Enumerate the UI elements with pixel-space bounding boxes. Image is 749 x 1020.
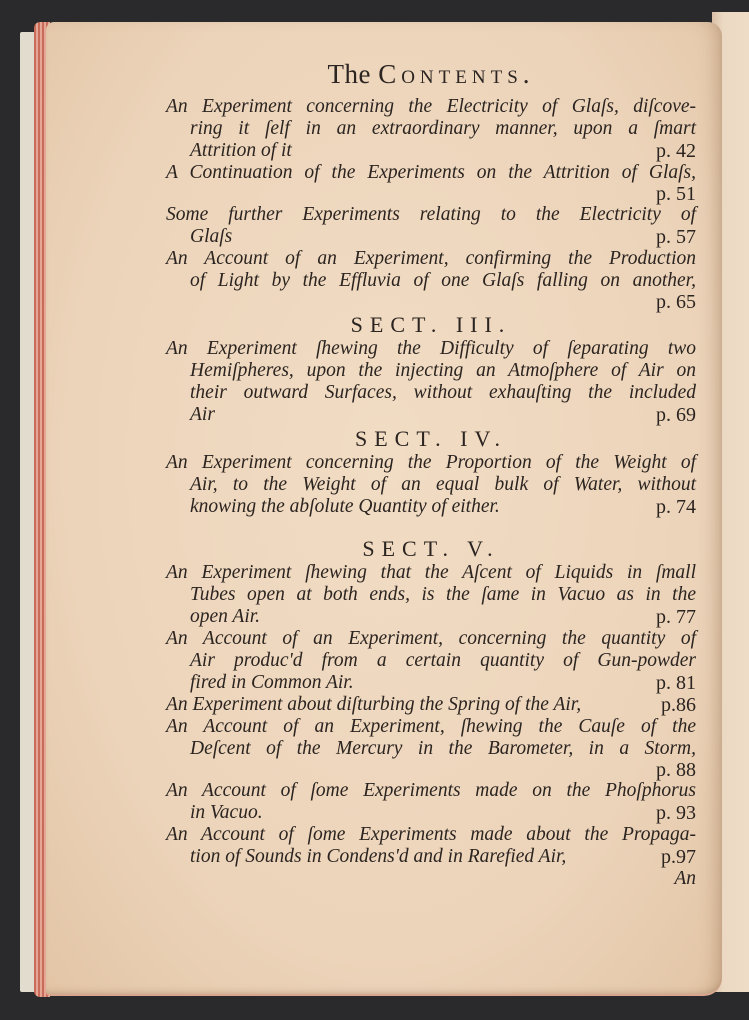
toc-entry (166, 780, 696, 824)
page-ref: p. 51 (656, 183, 696, 205)
entry-line: A Continuation of the Experiments on the Attrition of Glaſs, (166, 162, 696, 183)
page-ref: p. 88 (656, 759, 696, 781)
entry-line: in Vacuo. p. 93 (190, 802, 696, 824)
entry-line: An Account of ſome Experiments made about the Propaga- (166, 824, 696, 845)
entry-line: Hemiſpheres, upon the injecting an Atmoſphere of Air on (190, 360, 696, 381)
entry-line: tion of Sounds in Condens'd and in Rarefied Air, p.97 (190, 846, 696, 868)
entry-line: their outward Surfaces, without exhauſting the included (190, 382, 696, 403)
entry-line: Tubes open at both ends, is the ſame in Vacuo as in the (190, 584, 696, 605)
entry-line: open Air. p. 77 (190, 606, 696, 628)
entry-line: An Experiment about diſturbing the Spring of the Air, p.86 (166, 694, 696, 716)
toc-entry (166, 452, 696, 518)
page-ref: p. 57 (656, 226, 696, 248)
entry-line: An Experiment ſhewing the Difficulty of ſeparating two (166, 338, 696, 359)
entry-line: Air produc'd from a certain quantity of Gun-powder (190, 650, 696, 671)
page-ref: p. 74 (656, 496, 696, 518)
page-ref: p. 81 (656, 672, 696, 694)
entry-line: Glaſs p. 57 (190, 226, 696, 248)
toc-entry (166, 562, 696, 628)
entry-line: An Account of an Experiment, confirming the Production (166, 248, 696, 269)
entry-line: Some further Experiments relating to the Electricity of (166, 204, 696, 225)
page-ref: p. 42 (656, 140, 696, 162)
page-ref: p. 65 (656, 291, 696, 313)
entry-line: An Experiment concerning the Electricity of Glaſs, diſcove- (166, 96, 696, 117)
page-ref: p. 69 (656, 404, 696, 426)
entry-line: fired in Common Air. p. 81 (190, 672, 696, 694)
entry-line: An Account of an Experiment, ſhewing the Cauſe of the (166, 716, 696, 737)
entry-line: of Light by the Effluvia of one Glaſs falling on another, (190, 270, 696, 291)
entry-line: An Account of ſome Experiments made on the Phoſphorus (166, 780, 696, 801)
toc-entry (166, 716, 696, 780)
toc-entry (166, 694, 696, 716)
entry-line: An Account of an Experiment, concerning the quantity of (166, 628, 696, 649)
contents-text (166, 56, 696, 890)
entry-line: Air, to the Weight of an equal bulk of Water, without (190, 474, 696, 495)
title-prefix: The (327, 59, 371, 89)
title-main: Contents. (378, 59, 535, 89)
toc-entry (166, 204, 696, 248)
page-ref: p.97 (661, 846, 696, 868)
toc-entry (166, 824, 696, 868)
catchword: An (674, 868, 696, 889)
page-ref: p. 77 (656, 606, 696, 628)
page-ref: p. 93 (656, 802, 696, 824)
toc-entry (166, 338, 696, 426)
page-ref: p.86 (661, 694, 696, 716)
entry-line: ring it ſelf in an extraordinary manner, upon a ſmart (190, 118, 696, 139)
entry-line: Deſcent of the Mercury in the Barometer, in a Storm, (190, 738, 696, 759)
entry-line: An Experiment ſhewing that the Aſcent of Liquids in ſmall (166, 562, 696, 583)
section-heading: SECT. IV. (354, 426, 508, 451)
toc-entry (166, 628, 696, 694)
toc-entry (166, 96, 696, 162)
toc-entry (166, 162, 696, 204)
section-heading: SECT. III. (350, 312, 512, 337)
entry-line: Air p. 69 (190, 404, 696, 426)
page-title (166, 56, 696, 92)
section-heading: SECT. V. (362, 536, 500, 561)
toc-entry (166, 248, 696, 312)
entry-line: An Experiment concerning the Proportion of the Weight of (166, 452, 696, 473)
entry-line: Attrition of it p. 42 (190, 140, 696, 162)
entry-line: knowing the abſolute Quantity of either. p. 74 (190, 496, 696, 518)
